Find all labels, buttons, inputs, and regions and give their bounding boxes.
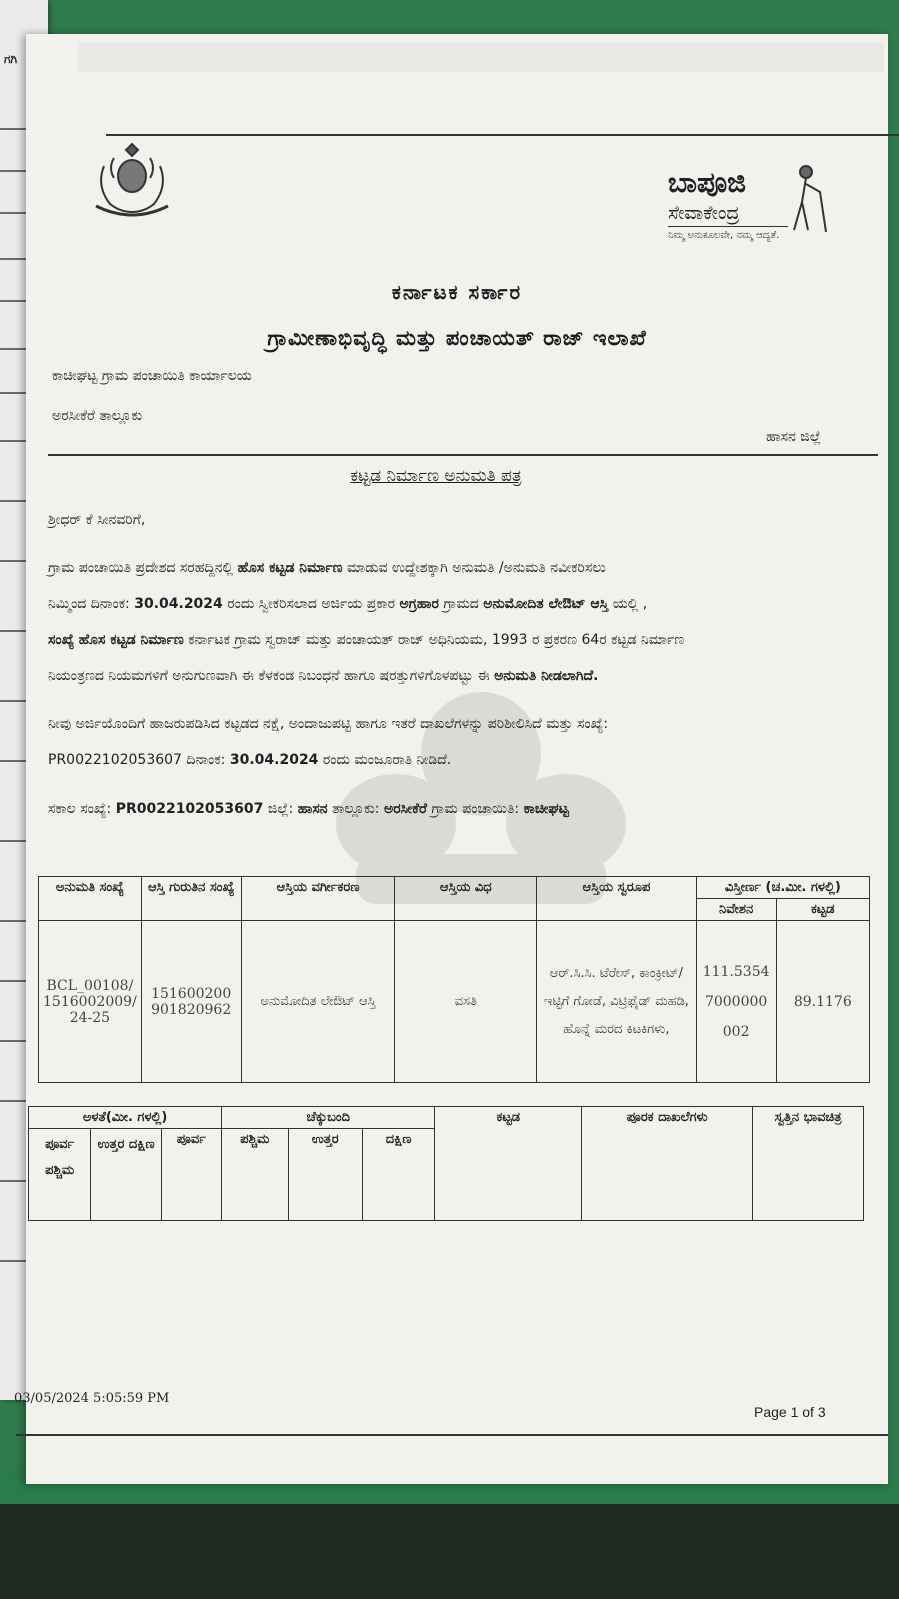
body-line: PR0022102053607 ದಿನಾಂಕ: 30.04.2024 ರಂದು ಮಂಜೂರಾತಿ ನೀಡಿದೆ. [48,752,452,768]
col-header-building: ಕಟ್ಟಡ [776,899,869,921]
government-heading: ಕರ್ನಾಟಕ ಸರ್ಕಾರ [391,280,523,304]
col-header-north: ಉತ್ತರ [288,1129,362,1221]
body-line: ಗ್ರಾಮ ಪಂಚಾಯಿತಿ ಪ್ರದೇಶದ ಸರಹದ್ದಿನಲ್ಲಿ ಹೊಸ ಕಟ್ಟಡ ನಿರ್ಮಾಣ ಮಾಡುವ ಉದ್ದೇಶಕ್ಕಾಗಿ ಅನುಮತಿ /ಅನುಮತಿ ನವೀಕರಿಸಲು [48,560,606,576]
logo-subtitle: ಸೇವಾಕೇಂದ್ರ [668,202,740,224]
col-header-west: ಪಶ್ಚಿಮ [222,1129,288,1221]
folded-sheet-edge [78,42,884,72]
col-header-east-west: ಪೂರ್ವ ಪಶ್ಚಿಮ [29,1129,91,1221]
col-header-classification: ಆಸ್ತಿಯ ವರ್ಗೀಕರಣ [241,877,395,921]
col-header-south: ದಕ್ಷಿಣ [362,1129,434,1221]
col-header-area: ವಿಸ್ತೀರ್ಣ (ಚ.ಮೀ. ಗಳಲ್ಲಿ) [696,877,869,899]
salutation: ಶ್ರೀಧರ್ ಕೆ ಸೀನವರಿಗೆ, [48,512,146,528]
col-header-nature: ಆಸ್ತಿಯ ಸ್ವರೂಪ [537,877,697,921]
col-header-building: ಕಟ್ಟಡ [435,1107,582,1221]
table-row [39,921,870,1083]
col-header-type: ಆಸ್ತಿಯ ವಿಧ [395,877,537,921]
col-header-dimensions: ಅಳತೆ(ಮೀ. ಗಳಲ್ಲಿ) [29,1107,222,1129]
office-name: ಕಾಚೀಘಟ್ಟ ಗ್ರಾಮ ಪಂಚಾಯಿತಿ ಕಾರ್ಯಾಲಯ [52,368,252,384]
cell-site-area: 111.5354 7000000 002 [696,921,776,1083]
cell-property-id: 151600200 901820962 [141,921,241,1083]
body-line: ಸಂಖ್ಯೆ ಹೊಸ ಕಟ್ಟಡ ನಿರ್ಮಾಣ ಕರ್ನಾಟಕ ಗ್ರಾಮ ಸ್ವರಾಜ್ ಮತ್ತು ಪಂಚಾಯತ್ ರಾಜ್ ಅಧಿನಿಯಮ, 1993 ರ ಪ್ರಕರಣ 64ರ ಕಟ್ಟಡ ನಿರ್ಮಾಣ [48,632,685,648]
dimensions-boundaries-table [28,1106,864,1221]
col-header-owner-photo: ಸ್ವತ್ತಿನ ಭಾವಚಿತ್ರ [753,1107,864,1221]
table-header-row [29,1107,864,1129]
page-number: Page 1 of 3 [754,1404,826,1420]
document-title: ಕಟ್ಟಡ ನಿರ್ಮಾಣ ಅನುಮತಿ ಪತ್ರ [350,466,522,486]
print-timestamp: 03/05/2024 5:05:59 PM [14,1391,170,1406]
section-rule [48,454,878,456]
sakala-summary-line: ಸಕಾಲ ಸಂಖ್ಯೆ: PR0022102053607 ಜಿಲ್ಲೆ: ಹಾಸನ ತಾಲ್ಲೂಕು: ಅರಸೀಕೆರೆ ಗ್ರಾಮ ಪಂಚಾಯಿತಿ: ಕಾಚೀಘಟ್ಟ [48,801,569,817]
bapuji-seva-kendra-logo [666,162,866,262]
body-paragraph-1 [48,550,868,694]
logo-tagline: ನಿಮ್ಮ ಅನುಕೂಲವೇ, ನಮ್ಮ ಆದ್ಯತೆ. [668,230,780,241]
col-header-property-id: ಆಸ್ತಿ ಗುರುತಿನ ಸಂಖ್ಯೆ [141,877,241,921]
state-emblem-icon [86,136,178,226]
gandhi-figure-icon [776,162,836,234]
col-header-east: ಪೂರ್ವ [161,1129,221,1221]
cell-classification: ಅನುಮೋದಿತ ಲೇಔಟ್ ಆಸ್ತಿ [241,921,395,1083]
logo-title: ಬಾಪೂಜಿ [668,166,746,199]
property-details-table [38,876,870,1083]
cell-nature: ಆರ್.ಸಿ.ಸಿ. ಟೆರೇಸ್, ಕಾಂಕ್ರೀಟ್/ಇಟ್ಟಿಗೆ ಗೋಡೆ, ವಿಟ್ರಿಫೈಡ್ ಮಹಡಿ, ಹೊನ್ನೆ ಮರದ ಕಿಟಕಿಗಳು, [537,921,697,1083]
col-header-site: ನಿವೇಶನ [696,899,776,921]
col-header-boundaries: ಚೆಕ್ಕುಬಂದಿ [222,1107,435,1129]
body-line: ನಿಮ್ಮಿಂದ ದಿನಾಂಕ: 30.04.2024 ರಂದು ಸ್ವೀಕರಿಸಲಾದ ಅರ್ಜಿಯ ಪ್ರಕಾರ ಅಗ್ರಹಾರ ಗ್ರಾಮದ ಅನುಮೋದಿತ ಲೇಔಟ್ ಆಸ್ತಿ ಯಲ್ಲಿ , [48,596,648,612]
table-header-row [39,877,870,899]
body-paragraph-2 [48,706,868,778]
cell-building-area: 89.1176 [776,921,869,1083]
footer-rule [16,1434,888,1436]
header-rule [106,134,899,136]
taluk-name: ಅರಸೀಕೆರೆ ತಾಲ್ಲೂಕು [52,408,143,424]
document-page [14,34,888,1484]
col-header-north-south: ಉತ್ತರ ದಕ್ಷಿಣ [91,1129,161,1221]
cell-type: ವಸತಿ [395,921,537,1083]
department-heading: ಗ್ರಾಮೀಣಾಭಿವೃದ್ಧಿ ಮತ್ತು ಪಂಚಾಯತ್ ರಾಜ್ ಇಲಾಖೆ [267,326,647,350]
district-name: ಹಾಸನ ಜಿಲ್ಲೆ [766,429,822,445]
underlying-paper-text: ಗಗಿ [4,52,18,66]
col-header-supporting-docs: ಪೂರಕ ದಾಖಲೆಗಳು [582,1107,753,1221]
cell-permit-no: BCL_00108/ 1516002009/ 24-25 [39,921,142,1083]
col-header-permit-no: ಅನುಮತಿ ಸಂಖ್ಯೆ [39,877,142,921]
body-line: ನಿಯಂತ್ರಣದ ನಿಯಮಗಳಿಗೆ ಅನುಗುಣವಾಗಿ ಈ ಕೆಳಕಂಡ ನಿಬಂಧನೆ ಹಾಗೂ ಷರತ್ತುಗಳಿಗೊಳಪಟ್ಟು ಈ ಅನುಮತಿ ನೀಡಲಾಗಿದೆ. [48,668,599,684]
body-line: ನೀವು ಅರ್ಜಿಯೊಂದಿಗೆ ಹಾಜರುಪಡಿಸಿದ ಕಟ್ಟಡದ ನಕ್ಷೆ, ಅಂದಾಜುಪಟ್ಟಿ ಹಾಗೂ ಇತರೆ ದಾಖಲೆಗಳನ್ನು ಪರಿಶೀಲಿಸಿದೆ ಮತ್ತು ಸಂಖ್ಯೆ: [48,716,609,732]
